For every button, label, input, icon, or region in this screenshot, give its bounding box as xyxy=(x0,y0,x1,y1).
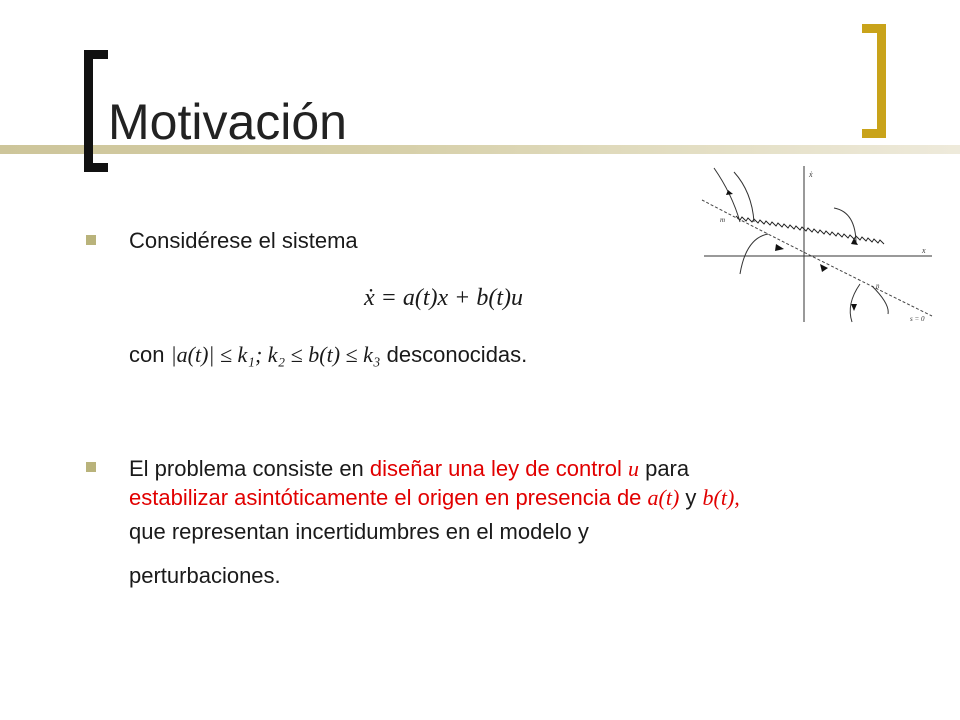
arrow-icon xyxy=(851,304,857,311)
line1-var-u: u xyxy=(627,456,639,481)
chattering-trajectory xyxy=(736,216,884,244)
line2-var-a: a(t) xyxy=(647,485,680,510)
right-bracket-decoration xyxy=(862,24,886,138)
left-bracket-decoration xyxy=(84,50,108,172)
trajectory-curve xyxy=(850,284,860,322)
system-equation xyxy=(364,284,523,312)
line1-red2: para xyxy=(638,456,690,481)
arrow-icon xyxy=(726,190,733,195)
x-axis-label: x xyxy=(922,246,926,255)
line2-y: y xyxy=(679,485,703,510)
conditions-prefix: con xyxy=(129,342,171,367)
bullet2-line1 xyxy=(129,456,689,482)
label-m: m xyxy=(720,216,726,224)
conditions-math: |a(t)| ≤ k₁; k₂ ≤ b(t) ≤ k₃ xyxy=(170,342,381,367)
bullet1-conditions xyxy=(129,342,527,368)
bullet2-line3: que representan incertidumbres en el modelo y xyxy=(129,519,589,544)
trajectory-curve xyxy=(872,286,888,314)
surface-label: s = 0 xyxy=(910,315,925,323)
slide-title: Motivación xyxy=(108,94,347,150)
equation-text: ẋ = a(t)x + b(t)u xyxy=(364,285,523,311)
line1-red: diseñar una ley de control xyxy=(369,456,628,481)
line2-var-b: b(t), xyxy=(702,485,740,510)
bullet2-line2 xyxy=(129,485,740,511)
phase-plane-figure xyxy=(696,164,936,324)
bullet2-line4: perturbaciones. xyxy=(129,563,281,588)
line1-plain: El problema consiste en xyxy=(129,456,370,481)
bullet-marker xyxy=(86,235,96,245)
label-n: n xyxy=(876,282,880,290)
trajectory-curve xyxy=(834,208,856,244)
trajectory-curve xyxy=(714,168,740,222)
bullet1-lead: Considérese el sistema xyxy=(129,228,358,253)
conditions-suffix: desconocidas. xyxy=(380,342,528,367)
bullet-marker xyxy=(86,462,96,472)
trajectory-curve xyxy=(740,234,768,274)
sliding-surface xyxy=(702,200,932,316)
y-axis-label: ẋ xyxy=(809,170,813,179)
arrow-icon xyxy=(775,244,784,251)
line2-red: estabilizar asintóticamente el origen en presencia de xyxy=(129,485,648,510)
arrow-icon xyxy=(851,238,858,245)
arrow-icon xyxy=(820,264,828,272)
trajectory-curve xyxy=(734,172,754,222)
